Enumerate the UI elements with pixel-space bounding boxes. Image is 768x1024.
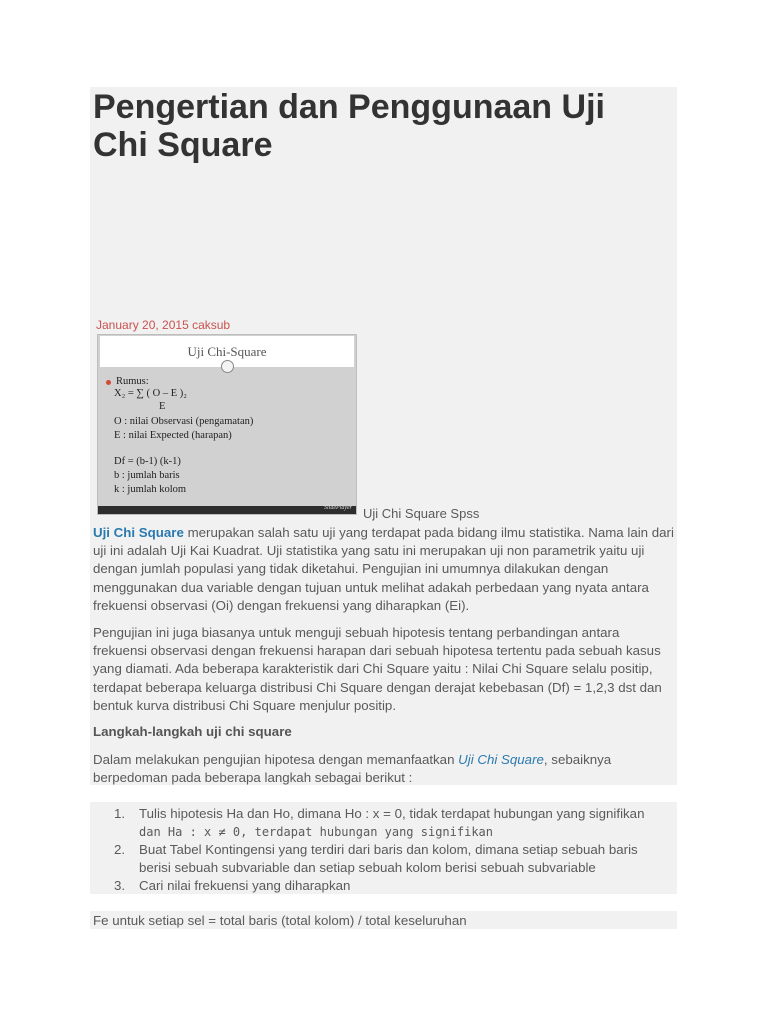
chi-square-figure (97, 334, 357, 515)
figure-line-expected: E : nilai Expected (harapan) (114, 430, 232, 441)
list-item-number: 1. (114, 806, 126, 821)
uji-chi-square-link[interactable]: Uji Chi Square (93, 525, 184, 540)
list-item-number: 2. (114, 842, 126, 857)
page-title: Pengertian dan Penggunaan Uji Chi Square (93, 88, 605, 164)
figure-line-df: Df = (b-1) (k-1) (114, 456, 181, 467)
paragraph-characteristics: Pengujian ini juga biasanya untuk menguji sebuah hipotesis tentang perbandingan antara frekuensi observasi dengan frekuensi harapan dari sebuah hipotesa tertentu pada sebuah kasus yang diamati. Ada beberapa karakteristik dari Chi Square yaitu : Nilai Chi Square selalu positip, terdapat beberapa keluarga distribusi Chi Square dengan derajat kebebasan (Df) = 1,2,3 dst dan bentuk kurva distribusi Chi Square menjulur positip. (93, 625, 662, 713)
paragraph-steps-intro-text: Dalam melakukan pengujian hipotesa dengan memanfaatkan (93, 752, 459, 767)
list-item-number: 3. (114, 878, 126, 893)
paragraph-steps-intro-tail: , sebaiknya berpedoman pada beberapa langkah sebagai berikut : (93, 752, 612, 786)
figure-footer (98, 506, 356, 514)
figure-watermark: SlidePlayer (324, 505, 352, 511)
figure-heading: Uji Chi-Square (100, 336, 354, 367)
fe-formula: Fe untuk setiap sel = total baris (total kolom) / total keseluruhan (93, 913, 467, 928)
figure-line-observasi: O : nilai Observasi (pengamatan) (114, 416, 254, 427)
list-item (114, 877, 664, 895)
figure-line-kolom: k : jumlah kolom (114, 484, 187, 495)
paragraph-intro-text: merupakan salah satu uji yang terdapat pada bidang ilmu statistika. Nama lain dari uji ini adalah Uji Kai Kuadrat. Uji statistika yang satu ini merupakan uji non parametrik yaitu uji dengan jumlah populasi yang tidak diketahui. Pengujian ini umumnya dilakukan dengan menggunakan dua variable dengan tujuan untuk melihat adakah perbedaan yang nyata antara frekuensi observasi (Oi) dengan frekuensi yang diharapkan (Ei). (93, 525, 674, 613)
figure-bullet-icon (106, 380, 111, 385)
post-meta[interactable]: January 20, 2015 caksub (96, 318, 231, 332)
list-item (114, 805, 664, 841)
figure-line-rumus: Rumus: (116, 376, 149, 387)
list-item-text-continued: dan Ha : x ≠ 0, terdapat hubungan yang signifikan (139, 825, 494, 839)
section-heading: Langkah-langkah uji chi square (93, 724, 292, 739)
figure-line-baris: b : jumlah baris (114, 470, 180, 481)
paragraph-intro (93, 524, 675, 615)
uji-chi-square-link-2[interactable]: Uji Chi Square (458, 752, 544, 767)
list-item-text: Buat Tabel Kontingensi yang terdiri dari baris dan kolom, dimana setiap sebuah baris berisi sebuah subvariable dan setiap sebuah kolom berisi sebuah subvariable (139, 842, 638, 875)
figure-caption: Uji Chi Square Spss (363, 506, 480, 521)
figure-line-denominator: E (159, 401, 166, 412)
list-item-text: Cari nilai frekuensi yang diharapkan (139, 878, 351, 893)
figure-line-formula: X₂ = ∑ ( O – E )₂ (114, 388, 187, 399)
list-item (114, 841, 664, 877)
list-item-text: Tulis hipotesis Ha dan Ho, dimana Ho : x = 0, tidak terdapat hubungan yang signifikan (139, 806, 645, 821)
figure-circle-icon (221, 360, 234, 373)
steps-list (114, 805, 664, 895)
paragraph-steps-intro (93, 751, 675, 787)
